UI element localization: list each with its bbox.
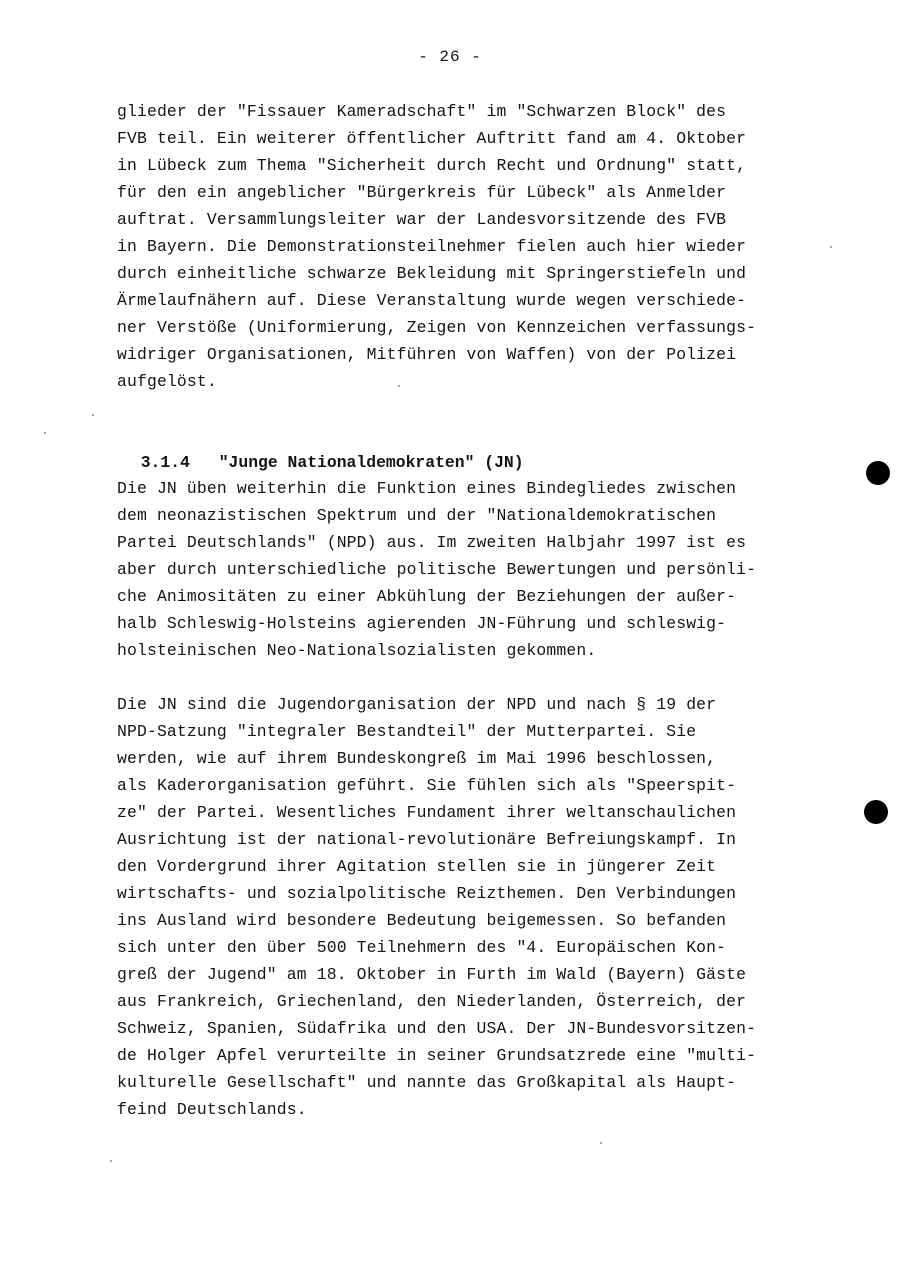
text-line: che Animositäten zu einer Abkühlung der Beziehungen der außer- [117, 587, 737, 606]
section-number: 3.1.4 [140, 453, 190, 472]
paragraph-1 [117, 98, 837, 395]
scan-speck [110, 1160, 112, 1162]
text-line: in Lübeck zum Thema "Sicherheit durch Recht und Ordnung" statt, [117, 156, 747, 175]
text-line: durch einheitliche schwarze Bekleidung mit Springerstiefeln und [117, 264, 747, 283]
scan-speck [398, 385, 400, 387]
text-line: feind Deutschlands. [117, 1100, 307, 1119]
paragraph-3 [117, 691, 837, 1123]
text-line: Die JN üben weiterhin die Funktion eines Bindegliedes zwischen [117, 479, 737, 498]
text-line: widriger Organisationen, Mitführen von Waffen) von der Polizei [117, 345, 737, 364]
text-line: kulturelle Gesellschaft" und nannte das Großkapital als Haupt- [117, 1073, 737, 1092]
text-line: wirtschafts- und sozialpolitische Reizthemen. Den Verbindungen [117, 884, 737, 903]
margin-marker-dot [866, 461, 890, 485]
text-line: NPD-Satzung "integraler Bestandteil" der Mutterpartei. Sie [117, 722, 697, 741]
text-line: ner Verstöße (Uniformierung, Zeigen von Kennzeichen verfassungs- [117, 318, 757, 337]
scan-speck [600, 1142, 602, 1144]
text-line: werden, wie auf ihrem Bundeskongreß im Mai 1996 beschlossen, [117, 749, 717, 768]
text-line: dem neonazistischen Spektrum und der "Nationaldemokratischen [117, 506, 717, 525]
text-line: Partei Deutschlands" (NPD) aus. Im zweiten Halbjahr 1997 ist es [117, 533, 747, 552]
text-line: de Holger Apfel verurteilte in seiner Grundsatzrede eine "multi- [117, 1046, 757, 1065]
text-line: Schweiz, Spanien, Südafrika und den USA. Der JN-Bundesvorsitzen- [117, 1019, 757, 1038]
text-line: ze" der Partei. Wesentliches Fundament ihrer weltanschaulichen [117, 803, 737, 822]
text-line: sich unter den über 500 Teilnehmern des "4. Europäischen Kon- [117, 938, 727, 957]
text-line: Ausrichtung ist der national-revolutionäre Befreiungskampf. In [117, 830, 737, 849]
text-line: den Vordergrund ihrer Agitation stellen sie in jüngerer Zeit [117, 857, 717, 876]
text-line: aber durch unterschiedliche politische Bewertungen und persönli- [117, 560, 757, 579]
text-line: glieder der "Fissauer Kameradschaft" im "Schwarzen Block" des [117, 102, 727, 121]
text-line: halb Schleswig-Holsteins agierenden JN-Führung und schleswig- [117, 614, 727, 633]
section-heading [121, 422, 524, 476]
text-line: Ärmelaufnähern auf. Diese Veranstaltung wurde wegen verschiede- [117, 291, 747, 310]
margin-marker-dot [864, 800, 888, 824]
text-line: in Bayern. Die Demonstrationsteilnehmer fielen auch hier wieder [117, 237, 747, 256]
text-line: als Kaderorganisation geführt. Sie fühlen sich als "Speerspit- [117, 776, 737, 795]
scan-speck [830, 246, 832, 248]
text-line: greß der Jugend" am 18. Oktober in Furth im Wald (Bayern) Gäste [117, 965, 747, 984]
scan-speck [44, 432, 46, 434]
scan-speck [92, 414, 94, 416]
text-line: ins Ausland wird besondere Bedeutung beigemessen. So befanden [117, 911, 727, 930]
text-line: für den ein angeblicher "Bürgerkreis für Lübeck" als Anmelder [117, 183, 727, 202]
text-line: aus Frankreich, Griechenland, den Niederlanden, Österreich, der [117, 992, 747, 1011]
text-line: FVB teil. Ein weiterer öffentlicher Auftritt fand am 4. Oktober [117, 129, 747, 148]
paragraph-2 [117, 475, 837, 664]
text-line: Die JN sind die Jugendorganisation der NPD und nach § 19 der [117, 695, 717, 714]
section-title: "Junge Nationaldemokraten" (JN) [218, 453, 524, 472]
text-line: holsteinischen Neo-Nationalsozialisten gekommen. [117, 641, 597, 660]
text-line: auftrat. Versammlungsleiter war der Landesvorsitzende des FVB [117, 210, 727, 229]
text-line: aufgelöst. [117, 372, 217, 391]
page-number: - 26 - [418, 48, 482, 66]
